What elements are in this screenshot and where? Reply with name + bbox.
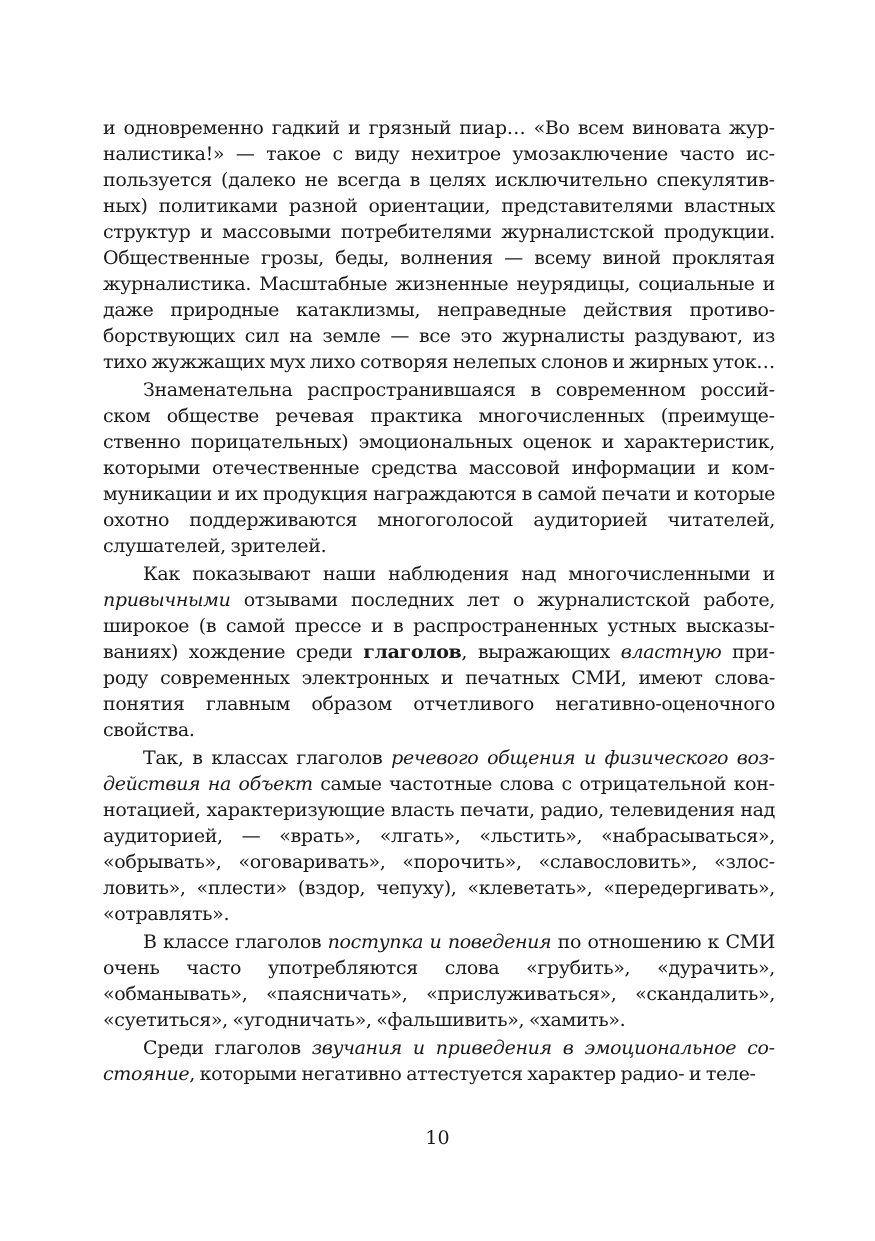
bold-text-run: глаголов xyxy=(363,641,462,663)
italic-text-run: речевого общения и физического воздействия на объект xyxy=(103,747,776,795)
text-run: , которыми негативно аттестуется характер радио- и теле- xyxy=(189,1063,756,1085)
paragraph xyxy=(103,929,775,1033)
italic-text-run: привычными xyxy=(103,589,231,611)
paragraph xyxy=(103,561,775,743)
italic-text-run: властную xyxy=(620,641,722,663)
text-run: В классе глаголов xyxy=(143,931,328,953)
text-run: Так, в классах глаголов xyxy=(143,747,392,769)
text-run: , выражающих xyxy=(461,641,621,663)
page-number: 10 xyxy=(425,1127,450,1149)
paragraph xyxy=(103,745,775,927)
text-run: Как показывают наши наблюдения над многочисленными и xyxy=(143,563,775,585)
text-run: Знаменательна распространившаяся в современном российском обществе речевая практика многочисленных (преимущественно порицательных) эмоциональных оценок и характеристик, которыми отечественные средства массовой информации и коммуникации и их продукция награждаются в самой печати и которые охотно поддерживаются многоголосой аудиторией читателей, слушателей, зрителей. xyxy=(103,379,775,557)
paragraph xyxy=(103,377,775,559)
italic-text-run: звучания и приведения в эмоциональное состояние xyxy=(103,1037,775,1085)
text-run: самые частотные слова с отрицательной коннотацией, характеризующие власть печати, радио, телевидения над аудиторией, — «врать», «лгать», «льстить», «набрасываться», «обрывать», «оговаривать», «порочить», «славословить», «злословить», «плести» (вздор, чепуху), «клеветать», «передергивать», «отравлять». xyxy=(103,773,775,925)
text-run: отзывами последних лет о журналистской работе, широкое (в самой прессе и в распространенных устных высказываниях) хождение среди xyxy=(103,589,775,663)
italic-text-run: поступка и поведения xyxy=(327,931,552,953)
text-run: и одновременно гадкий и грязный пиар… «Во всем виновата журналистика!» — такое с виду нехитрое умозаключение часто используется (далеко не всегда в целях исключительно спекулятивных) политиками разной ориентации, представителями властных структур и массовыми потребителями журналистской продукции. Общественные грозы, беды, волнения — всему виной проклятая журналистика. Масштабные жизненные неурядицы, социальные и даже природные катаклизмы, неправедные действия противоборствующих сил на земле — все это журналисты раздувают, из тихо жужжащих мух лихо сотворяя нелепых слонов и жирных уток… xyxy=(103,117,775,373)
text-run: Среди глаголов xyxy=(143,1037,312,1059)
paragraph xyxy=(103,115,775,375)
body-text xyxy=(103,115,775,1087)
paragraph xyxy=(103,1035,775,1087)
text-run: природу современных электронных и печатных СМИ, имеют слова-понятия главным образом отчетливого негативно-оценочного свойства. xyxy=(103,641,775,741)
text-run: по отношению к СМИ очень часто употребляются слова «грубить», «дурачить», «обманывать», «паясничать», «прислуживаться», «скандалить», «суетиться», «угодничать», «фальшивить», «хамить». xyxy=(103,931,775,1031)
